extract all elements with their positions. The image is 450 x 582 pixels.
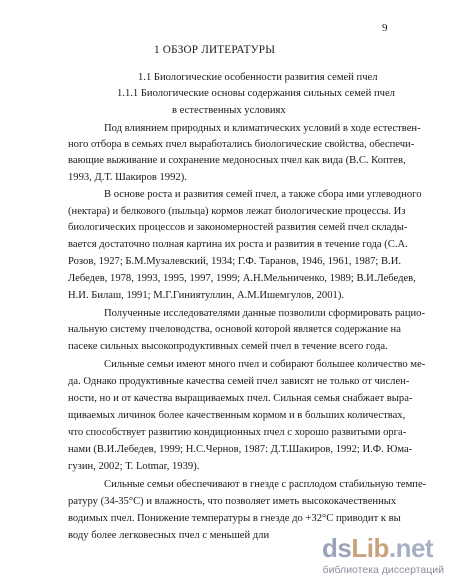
section-heading: 1.1 Биологические особенности развития семей пчел [138, 72, 378, 83]
watermark-logo-ds: ds [322, 533, 352, 563]
body-line: нальную систему пчеловодства, основой которой является содержание на [68, 324, 401, 335]
subsection-heading-line2: в естественных условиях [172, 105, 286, 116]
body-line: воду более легковесных пчел с меньшей дли [68, 530, 270, 541]
body-line: Розов, 1927; Б.М.Музалевский, 1934; Г.Ф. Таранов, 1946, 1961, 1987; В.И. [68, 256, 402, 267]
body-line: Полученные исследователями данные позволили сформировать рацио- [104, 308, 425, 319]
body-line: Сильные семьи имеют много пчел и собирают большее количество ме- [104, 359, 426, 370]
body-line: биологических процессов и закономерностей развития семей пчел склады- [68, 222, 408, 233]
watermark-logo [322, 534, 433, 562]
body-line: Под влиянием природных и климатических условий в ходе естествен- [104, 123, 421, 134]
chapter-heading: 1 ОБЗОР ЛИТЕРАТУРЫ [154, 44, 276, 56]
body-line: гузин, 2002; Т. Lotmar, 1939). [68, 461, 200, 472]
body-line: ности, но и от качества выращиваемых пчел. Сильная семья снабжает выра- [68, 393, 413, 404]
subsection-heading-line1: 1.1.1 Биологические основы содержания сильных семей пчел [117, 88, 395, 99]
body-line: да. Однако продуктивные качества семей пчел зависят не только от числен- [68, 376, 410, 387]
body-line: вающие выживание и сохранение медоносных пчел как вида (В.С. Коптев, [68, 155, 406, 166]
page-number: 9 [382, 22, 388, 34]
body-line: ратуру (34-35°С) и влажность, что позволяет иметь высококачественных [68, 496, 397, 507]
body-line: что способствует развитию кондиционных пчел с хорошо развитыми орга- [68, 427, 407, 438]
body-line: ного отбора в семьях пчел выработались биологические свойства, обеспечи- [68, 139, 415, 150]
watermark-subtitle: библиотека диссертаций [322, 564, 444, 576]
body-line: Н.И. Билаш, 1991; М.Г.Гиниятуллин, А.М.Ишемгулов, 2001). [68, 290, 344, 301]
watermark-logo-lib: Lib [351, 533, 389, 563]
body-line: Сильные семьи обеспечивают в гнезде с расплодом стабильную темпе- [104, 479, 427, 490]
body-line: (нектара) и белкового (пыльца) кормов лежат биологические процессы. Из [68, 206, 406, 217]
body-line: водимых пчел. Понижение температуры в гнезде до +32°С приводит к вы [68, 513, 401, 524]
body-line: вается достаточно полная картина их роста и развития в течение года (С.А. [68, 239, 408, 250]
body-line: Лебедев, 1978, 1993, 1995, 1997, 1999; А.Н.Мельниченко, 1989; В.И.Лебедев, [68, 273, 416, 284]
watermark-logo-net: .net [388, 533, 434, 563]
body-line: 1993, Д.Т. Шакиров 1992). [68, 172, 187, 183]
watermark [322, 534, 444, 580]
body-line: В основе роста и развития семей пчел, а также сбора ими углеводного [104, 189, 422, 200]
body-line: пасеке сильных высокопродуктивных семей пчел в течение всего года. [68, 341, 388, 352]
body-line: нами (В.И.Лебедев, 1999; Н.С.Чернов, 1987: Д.Т.Шакиров, 1992; И.Ф. Юма- [68, 444, 413, 455]
body-line: щиваемых личинок более качественным кормом и в больших количествах, [68, 410, 406, 421]
